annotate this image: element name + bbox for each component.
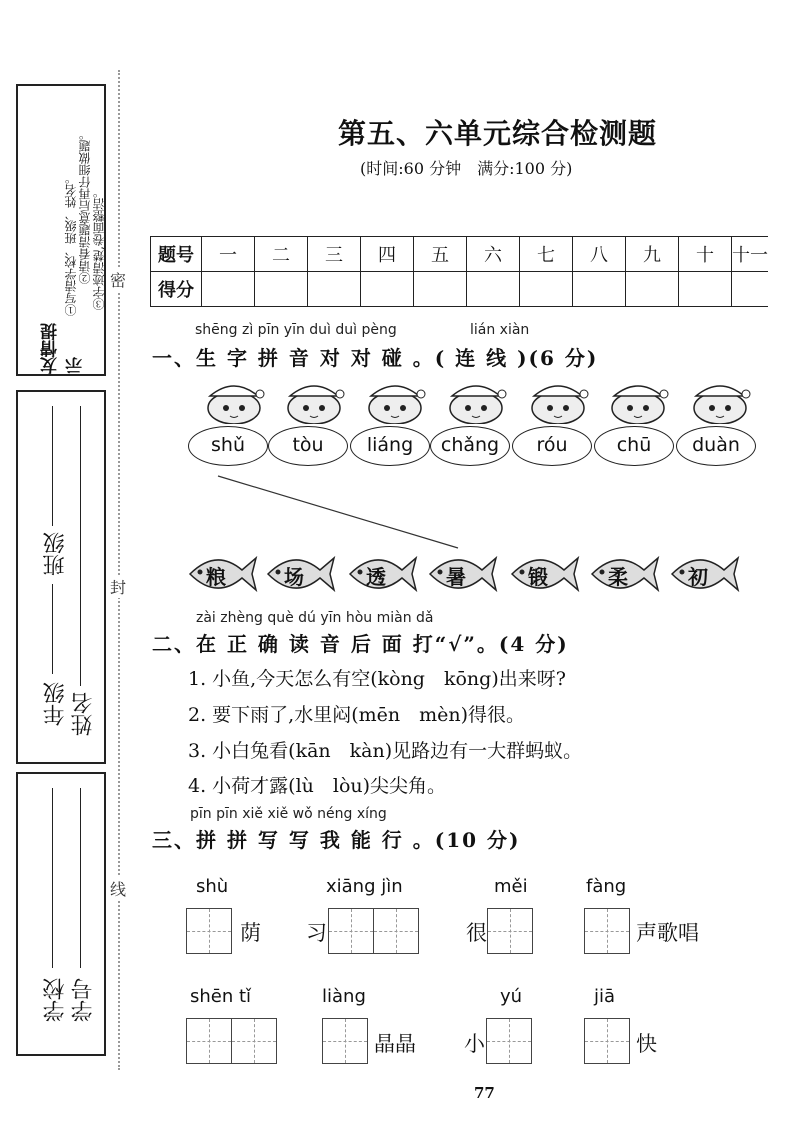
score-col: 七 <box>520 237 573 272</box>
syllable-oval[interactable]: liáng <box>350 426 430 466</box>
write-pinyin: shù <box>196 876 229 897</box>
question-item: 2. 要下雨了,水里闷(mēn mèn)得很。 <box>188 704 526 726</box>
name-label: 姓名 <box>71 692 96 736</box>
score-col: 十 <box>679 237 732 272</box>
score-header-row <box>151 237 769 272</box>
score-table <box>150 236 768 307</box>
word-char: 晶晶 <box>374 1032 416 1056</box>
page-subtitle: (时间:60 分钟 满分:100 分) <box>360 159 573 178</box>
class-grade-name-box <box>16 390 106 764</box>
fish-character[interactable]: 暑 <box>446 565 466 589</box>
tip-2: ②请看清题意后再仔细做题。 <box>78 128 92 284</box>
cat-icon <box>276 380 352 424</box>
score-col: 九 <box>626 237 679 272</box>
seal-dotted-line <box>118 70 120 1070</box>
cat-icon <box>600 380 676 424</box>
score-row1-head: 题号 <box>151 237 202 272</box>
write-pinyin: liàng <box>322 986 366 1007</box>
writing-grid[interactable] <box>373 908 419 954</box>
class-line[interactable] <box>52 406 53 526</box>
writing-grid[interactable] <box>186 1018 232 1064</box>
number-line[interactable] <box>80 788 81 968</box>
section3-heading: 三、拼 拼 写 写 我 能 行 。(10 分) <box>152 828 521 852</box>
score-cell[interactable] <box>202 272 255 307</box>
syllable-oval[interactable]: chǎng <box>430 426 510 466</box>
cat-icon <box>682 380 758 424</box>
score-col: 四 <box>361 237 414 272</box>
school-label: 学校 <box>43 978 68 1022</box>
fish-character[interactable]: 粮 <box>206 565 226 589</box>
class-label: 班级 <box>43 532 68 576</box>
syllable-oval[interactable]: tòu <box>268 426 348 466</box>
score-value-row <box>151 272 769 307</box>
school-number-box <box>16 772 106 1056</box>
number-label: 学号 <box>71 978 96 1022</box>
write-pinyin: xiāng jìn <box>326 876 403 897</box>
question-item: 3. 小白兔看(kān kàn)见路边有一大群蚂蚁。 <box>188 740 583 762</box>
score-cell[interactable] <box>520 272 573 307</box>
score-cell[interactable] <box>467 272 520 307</box>
score-col: 十一 <box>732 237 769 272</box>
score-col: 六 <box>467 237 520 272</box>
score-cell[interactable] <box>679 272 732 307</box>
score-cell[interactable] <box>414 272 467 307</box>
section3-pinyin: pīn pīn xiě xiě wǒ néng xíng <box>190 806 387 822</box>
section2-pinyin: zài zhèng què dú yīn hòu miàn dǎ <box>196 610 434 626</box>
question-item: 1. 小鱼,今天怎么有空(kòng kōng)出来呀? <box>188 668 566 690</box>
tip-1: ①写清学校、班级、姓名。 <box>64 172 78 316</box>
score-cell[interactable] <box>255 272 308 307</box>
page-title: 第五、六单元综合检测题 <box>337 117 657 150</box>
cat-icon <box>438 380 514 424</box>
writing-grid[interactable] <box>584 1018 630 1064</box>
word-char: 快 <box>636 1032 657 1056</box>
word-char: 习 <box>306 921 327 945</box>
fish-character[interactable]: 初 <box>688 565 708 589</box>
word-char: 很 <box>466 921 487 945</box>
word-char: 声歌唱 <box>636 921 699 945</box>
writing-grid[interactable] <box>322 1018 368 1064</box>
section1-pinyin: shēng zì pīn yīn duì duì pèng <box>195 322 397 338</box>
syllable-oval[interactable]: chū <box>594 426 674 466</box>
tips-label: 友情提示 <box>41 323 86 374</box>
score-cell[interactable] <box>626 272 679 307</box>
writing-grid[interactable] <box>486 1018 532 1064</box>
seal-char-feng: 封 <box>110 575 126 598</box>
write-pinyin: jiā <box>594 986 616 1007</box>
section1-pinyin-b: lián xiàn <box>470 322 530 338</box>
class-line-2[interactable] <box>52 584 53 674</box>
write-pinyin: yú <box>500 986 523 1007</box>
score-cell[interactable] <box>308 272 361 307</box>
grade-label: 年级 <box>43 682 68 726</box>
seal-char-xian: 线 <box>110 877 126 900</box>
syllable-oval[interactable]: shǔ <box>188 426 268 466</box>
seal-char-mi: 密 <box>110 268 126 291</box>
fish-character[interactable]: 锻 <box>528 565 548 589</box>
write-pinyin: měi <box>494 876 528 897</box>
score-row2-head: 得分 <box>151 272 202 307</box>
section2-heading: 二、在 正 确 读 音 后 面 打“√”。(4 分) <box>152 632 569 656</box>
score-col: 八 <box>573 237 626 272</box>
syllable-oval[interactable]: duàn <box>676 426 756 466</box>
score-col: 二 <box>255 237 308 272</box>
fish-character[interactable]: 柔 <box>608 565 628 589</box>
fish-character[interactable]: 透 <box>366 565 386 589</box>
syllable-oval[interactable]: róu <box>512 426 592 466</box>
tip-3: ③字迹清楚,卷面整洁。 <box>92 186 106 310</box>
score-col: 三 <box>308 237 361 272</box>
page-number: 77 <box>474 1084 495 1102</box>
score-cell[interactable] <box>732 272 769 307</box>
school-line[interactable] <box>52 788 53 968</box>
fish-character[interactable]: 场 <box>284 565 304 589</box>
writing-grid[interactable] <box>186 908 232 954</box>
word-char: 小 <box>464 1032 485 1056</box>
question-item: 4. 小荷才露(lù lòu)尖尖角。 <box>188 775 447 797</box>
writing-grid[interactable] <box>231 1018 277 1064</box>
write-pinyin: shēn tǐ <box>190 986 252 1007</box>
write-pinyin: fàng <box>586 876 627 897</box>
score-col: 一 <box>202 237 255 272</box>
writing-grid[interactable] <box>584 908 630 954</box>
writing-grid[interactable] <box>328 908 374 954</box>
writing-grid[interactable] <box>487 908 533 954</box>
score-cell[interactable] <box>361 272 414 307</box>
cat-icon <box>196 380 272 424</box>
score-cell[interactable] <box>573 272 626 307</box>
name-line[interactable] <box>80 406 81 686</box>
cat-icon <box>520 380 596 424</box>
cat-icon <box>357 380 433 424</box>
score-col: 五 <box>414 237 467 272</box>
section1-heading: 一、生 字 拼 音 对 对 碰 。( 连 线 )(6 分) <box>152 346 599 370</box>
word-char: 荫 <box>240 921 261 945</box>
